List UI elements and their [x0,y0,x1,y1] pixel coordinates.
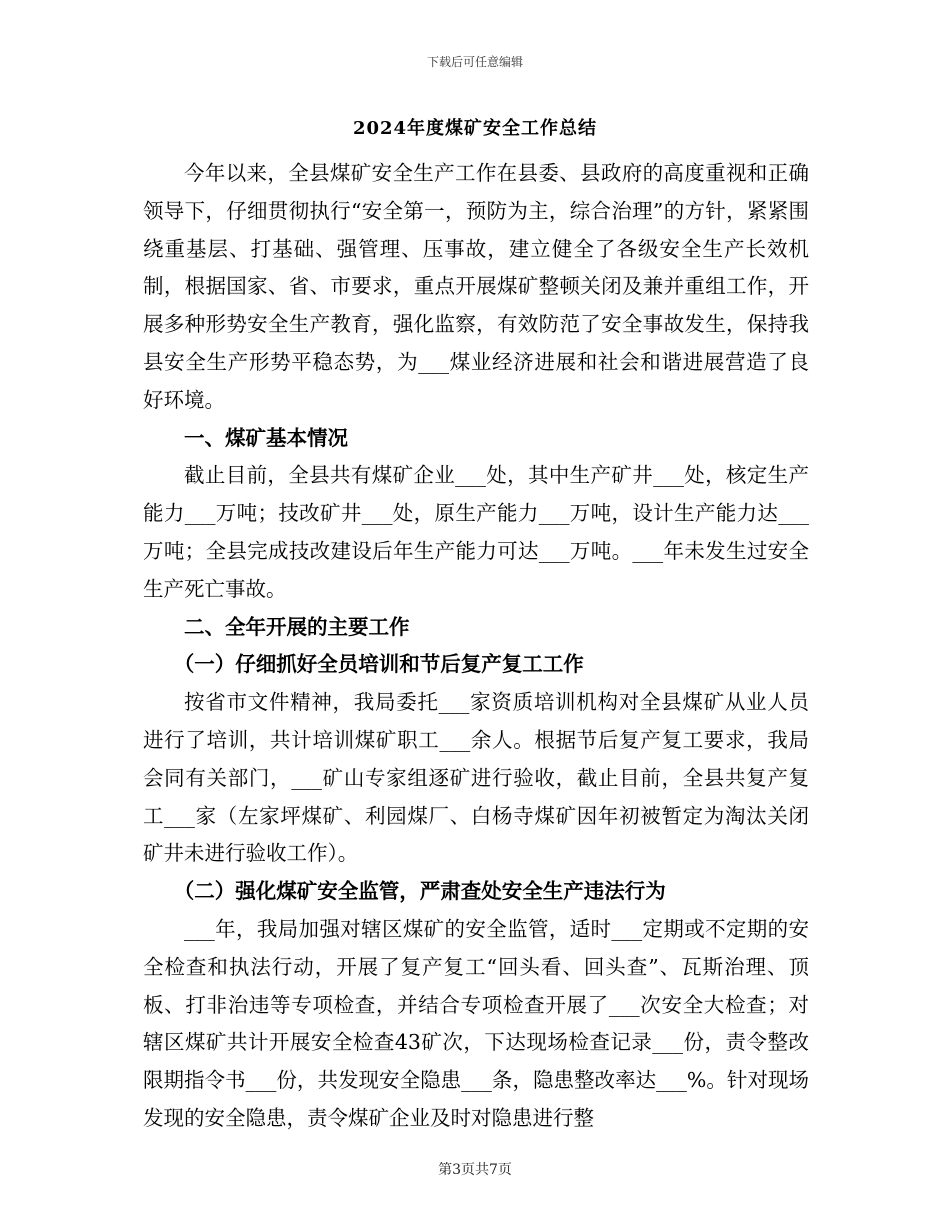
page-header-note: 下载后可任意编辑 [426,55,523,69]
page-number: 第3页共7页 [438,1162,512,1178]
subheading-supervision: （二）强化煤矿安全监管，严肃查处安全生产违法行为 [173,879,666,904]
basic-situation-paragraph: 截止目前，全县共有煤矿企业___处，其中生产矿井___处，核定生产能力___万吨；技改矿井___处，原生产能力___万吨，设计生产能力达___万吨；全县完成技改建设后年生产能力可达___万吨。___年未发生过安全生产死亡事故。 [143,463,809,601]
subheading-training: （一）仔细抓好全员培训和节后复产复工工作 [173,652,584,677]
training-paragraph: 按省市文件精神，我局委托___家资质培训机构对全县煤矿从业人员进行了培训，共计培训煤矿职工___余人。根据节后复产复工要求，我局会同有关部门，___矿山专家组逐矿进行验收，截止目前，全县共复产复工___家（左家坪煤矿、利园煤厂、白杨寺煤矿因年初被暂定为淘汰关闭矿井未进行验收工作）。 [143,690,809,866]
intro-paragraph: 今年以来，全县煤矿安全生产工作在县委、县政府的高度重视和正确领导下，仔细贯彻执行“安全第一，预防为主，综合治理”的方针，紧紧围绕重基层、打基础、强管理、压事故，建立健全了各级安全生产长效机制，根据国家、省、市要求，重点开展煤矿整顿关闭及兼并重组工作，开展多种形势安全生产教育，强化监察，有效防范了安全事故发生，保持我县安全生产形势平稳态势，为___煤业经济进展和社会和谐进展营造了良好环境。 [143,161,809,412]
document-title: 2024年度煤矿安全工作总结 [352,118,598,139]
document-body [143,155,809,1138]
supervision-paragraph: ___年，我局加强对辖区煤矿的安全监管，适时___定期或不定期的安全检查和执法行动，开展了复产复工“回头看、回头查”、瓦斯治理、顶板、打非治违等专项检查，并结合专项检查开展了___次安全大检查；对辖区煤矿共计开展安全检查43矿次，下达现场检查记录___份，责令整改限期指令书___份，共发现安全隐患___条，隐患整改率达___%。针对现场发现的安全隐患，责令煤矿企业及时对隐患进行整 [143,916,809,1130]
section-heading-basic-situation: 一、煤矿基本情况 [184,425,348,450]
section-heading-main-work: 二、全年开展的主要工作 [184,614,410,639]
